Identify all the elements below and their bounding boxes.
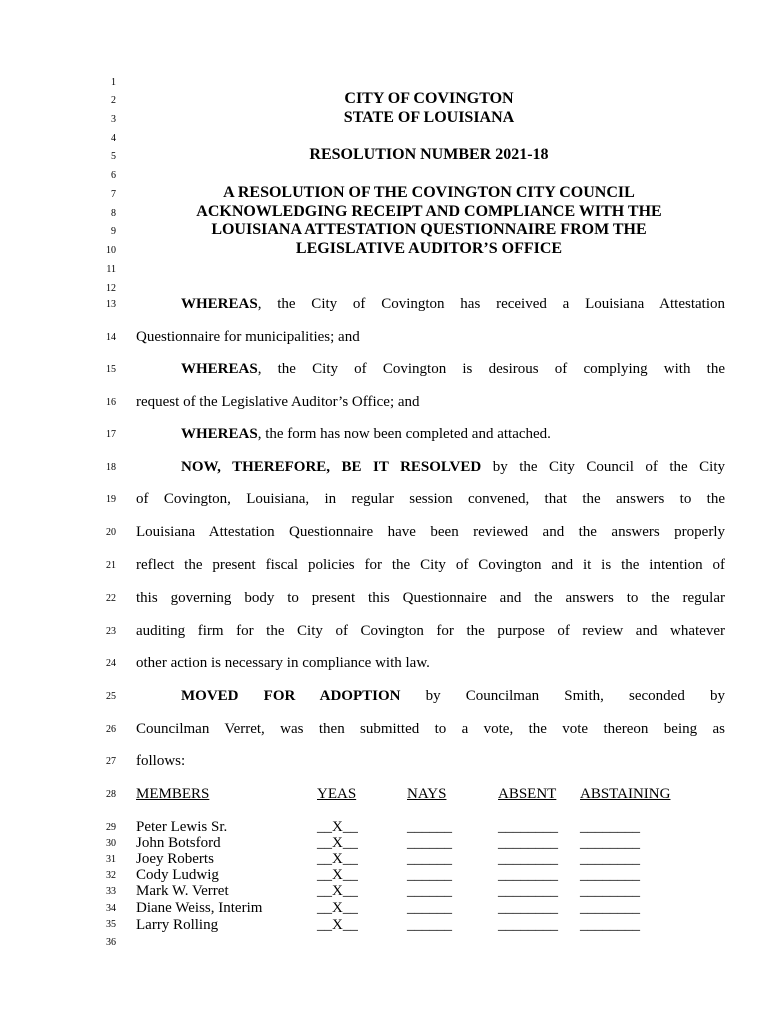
abstaining-cell: ________ [580, 917, 640, 933]
absent-cell: ________ [498, 883, 558, 899]
resolved-cont: reflect the present fiscal policies for the City of Covington and it is the intention of [136, 557, 725, 573]
resolution-title-line: A RESOLUTION OF THE COVINGTON CITY COUNCIL [223, 184, 635, 201]
header-absent: ABSENT [498, 786, 557, 802]
line-number: 33 [106, 886, 116, 897]
absent-cell: ________ [498, 917, 558, 933]
line-number: 23 [106, 626, 116, 637]
line-number: 1 [111, 77, 116, 88]
whereas-text: , the City of Covington is desirous of complying with the [257, 361, 725, 377]
whereas-keyword: WHEREAS [181, 361, 258, 377]
whereas-keyword: WHEREAS [181, 296, 258, 312]
header-nays: NAYS [407, 786, 447, 802]
nays-cell: ______ [407, 883, 452, 899]
line-number: 9 [111, 226, 116, 237]
whereas-text: , the form has now been completed and attached. [257, 426, 551, 442]
line-number: 29 [106, 822, 116, 833]
nays-cell: ______ [407, 819, 452, 835]
line-number: 10 [106, 245, 116, 256]
moved-keyword: MOVED FOR ADOPTION [181, 688, 401, 704]
yeas-cell: __X__ [317, 851, 358, 867]
line-number: 18 [106, 462, 116, 473]
nays-cell: ______ [407, 867, 452, 883]
header-members: MEMBERS [136, 786, 210, 802]
member-name: Cody Ludwig [136, 867, 219, 883]
line-number: 31 [106, 854, 116, 865]
abstaining-cell: ________ [580, 900, 640, 916]
whereas-1-cont: Questionnaire for municipalities; and [136, 329, 360, 345]
absent-cell: ________ [498, 851, 558, 867]
member-name: Joey Roberts [136, 851, 214, 867]
member-name: Peter Lewis Sr. [136, 819, 228, 835]
nays-cell: ______ [407, 917, 452, 933]
line-number: 35 [106, 919, 116, 930]
line-number: 28 [106, 789, 116, 800]
whereas-text: , the City of Covington has received a Louisiana Attestation [257, 296, 725, 312]
line-number: 19 [106, 494, 116, 505]
line-number: 26 [106, 724, 116, 735]
resolved-cont: Louisiana Attestation Questionnaire have been reviewed and the answers properly [136, 524, 725, 540]
line-number: 12 [106, 283, 116, 294]
resolved-cont: this governing body to present this Questionnaire and the answers to the regular [136, 590, 725, 606]
resolution-title-line: LOUISIANA ATTESTATION QUESTIONNAIRE FROM THE [211, 221, 647, 238]
line-number: 16 [106, 397, 116, 408]
resolution-number: RESOLUTION NUMBER 2021-18 [309, 146, 549, 163]
moved-line [181, 687, 725, 705]
member-name: Diane Weiss, Interim [136, 900, 263, 916]
line-number: 15 [106, 364, 116, 375]
resolved-cont: other action is necessary in compliance with law. [136, 655, 430, 671]
nays-cell: ______ [407, 835, 452, 851]
line-number: 13 [106, 299, 116, 310]
absent-cell: ________ [498, 835, 558, 851]
line-number: 36 [106, 937, 116, 948]
resolved-text: by the City Council of the City [481, 459, 725, 475]
header-abstaining: ABSTAINING [580, 786, 671, 802]
resolved-cont: of Covington, Louisiana, in regular session convened, that the answers to the [136, 491, 725, 507]
abstaining-cell: ________ [580, 883, 640, 899]
line-number: 21 [106, 560, 116, 571]
resolved-keyword: NOW, THEREFORE, BE IT RESOLVED [181, 459, 482, 475]
moved-text: by Councilman Smith, seconded by [400, 688, 725, 704]
yeas-cell: __X__ [317, 883, 358, 899]
yeas-cell: __X__ [317, 867, 358, 883]
line-number: 7 [111, 189, 116, 200]
member-name: Mark W. Verret [136, 883, 229, 899]
abstaining-cell: ________ [580, 851, 640, 867]
line-number: 3 [111, 114, 116, 125]
abstaining-cell: ________ [580, 819, 640, 835]
whereas-2-line [181, 360, 725, 378]
whereas-2-cont: request of the Legislative Auditor’s Office; and [136, 394, 420, 410]
line-number: 14 [106, 332, 116, 343]
moved-cont: Councilman Verret, was then submitted to a vote, the vote thereon being as [136, 721, 725, 737]
city-heading: CITY OF COVINGTON [344, 90, 514, 107]
line-number: 2 [111, 95, 116, 106]
line-number: 22 [106, 593, 116, 604]
whereas-1-line [181, 295, 725, 313]
line-number: 17 [106, 429, 116, 440]
line-number: 4 [111, 133, 116, 144]
yeas-cell: __X__ [317, 900, 358, 916]
abstaining-cell: ________ [580, 867, 640, 883]
line-number: 11 [106, 264, 116, 275]
abstaining-cell: ________ [580, 835, 640, 851]
line-number: 6 [111, 170, 116, 181]
nays-cell: ______ [407, 851, 452, 867]
yeas-cell: __X__ [317, 819, 358, 835]
line-number: 27 [106, 756, 116, 767]
line-number: 8 [111, 208, 116, 219]
line-number: 32 [106, 870, 116, 881]
absent-cell: ________ [498, 900, 558, 916]
line-number: 5 [111, 151, 116, 162]
member-name: John Botsford [136, 835, 221, 851]
resolution-title-line: ACKNOWLEDGING RECEIPT AND COMPLIANCE WITH THE [196, 203, 662, 220]
state-heading: STATE OF LOUISIANA [343, 109, 515, 126]
resolved-line [181, 458, 725, 476]
header-yeas: YEAS [317, 786, 357, 802]
line-number: 20 [106, 527, 116, 538]
line-number: 30 [106, 838, 116, 849]
absent-cell: ________ [498, 867, 558, 883]
line-number: 25 [106, 691, 116, 702]
absent-cell: ________ [498, 819, 558, 835]
line-number: 34 [106, 903, 116, 914]
member-name: Larry Rolling [136, 917, 219, 933]
line-number: 24 [106, 658, 116, 669]
nays-cell: ______ [407, 900, 452, 916]
resolved-cont: auditing firm for the City of Covington for the purpose of review and whatever [136, 623, 725, 639]
resolution-title-line: LEGISLATIVE AUDITOR’S OFFICE [295, 240, 563, 257]
yeas-cell: __X__ [317, 835, 358, 851]
yeas-cell: __X__ [317, 917, 358, 933]
whereas-keyword: WHEREAS [181, 426, 258, 442]
whereas-3-line [181, 425, 551, 443]
moved-cont: follows: [136, 753, 186, 769]
